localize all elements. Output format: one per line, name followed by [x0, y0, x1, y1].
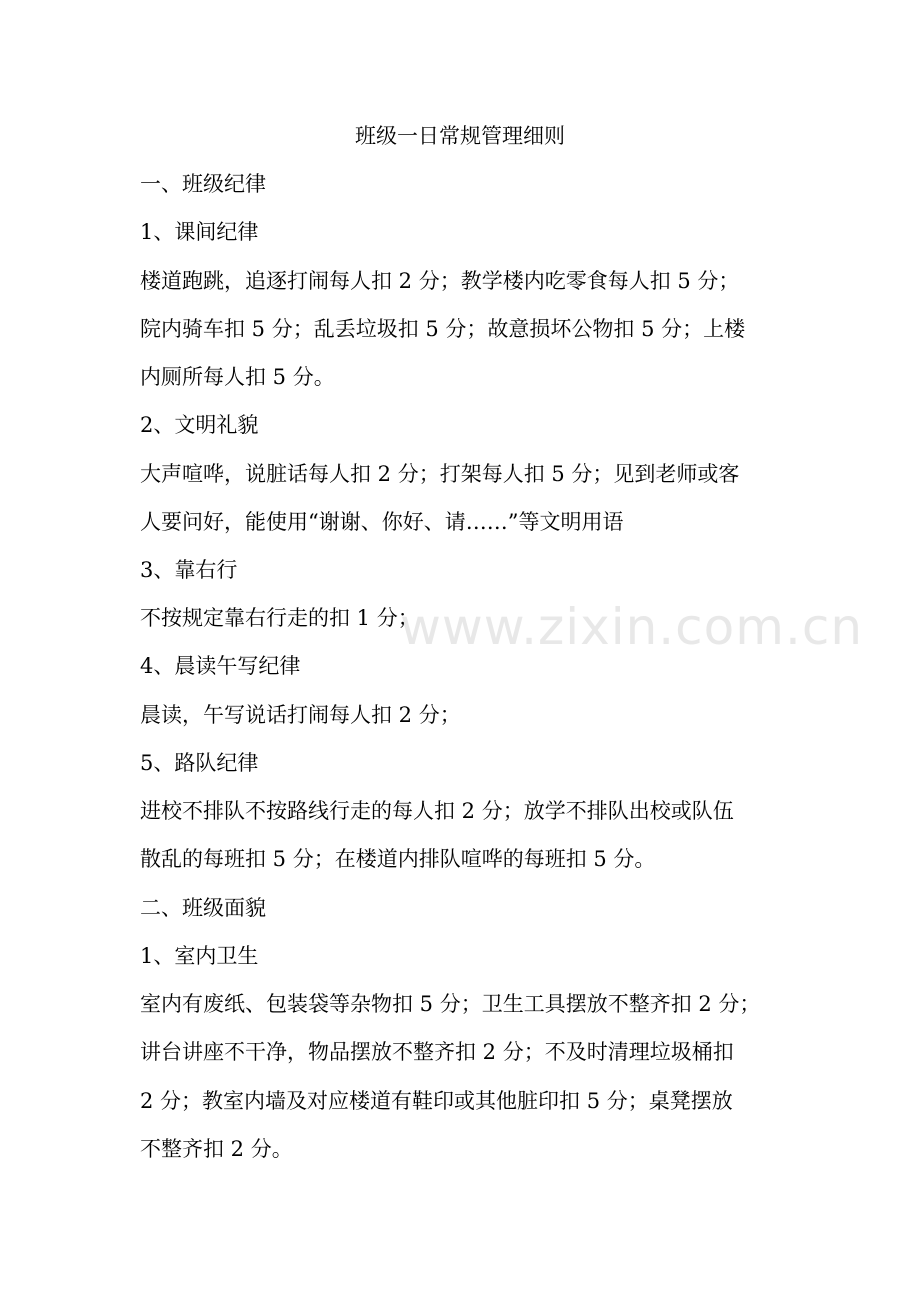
paragraph-line: 不整齐扣 2 分。: [140, 1137, 293, 1161]
paragraph-line: 内厕所每人扣 5 分。: [140, 365, 335, 389]
paragraph-line: 晨读，午写说话打闹每人扣 2 分；: [140, 703, 461, 727]
paragraph-line: 散乱的每班扣 5 分；在楼道内排队喧哗的每班扣 5 分。: [140, 847, 656, 871]
paragraph-line: 不按规定靠右行走的扣 1 分；: [140, 606, 419, 630]
paragraph-line: 人要问好，能使用“谢谢、你好、请……”等文明用语: [140, 510, 624, 534]
paragraph-line: 楼道跑跳，追逐打闹每人扣 2 分；教学楼内吃零食每人扣 5 分；: [140, 269, 740, 293]
paragraph-line: 室内有废纸、包装袋等杂物扣 5 分；卫生工具摆放不整齐扣 2 分；: [140, 992, 761, 1016]
section-heading-discipline: 一、班级纪律: [140, 172, 266, 196]
subsection-heading-indoor-hygiene: 1、室内卫生: [140, 944, 259, 968]
paragraph-line: 2 分；教室内墙及对应楼道有鞋印或其他脏印扣 5 分；桌凳摆放: [140, 1089, 733, 1113]
paragraph-line: 进校不排队不按路线行走的每人扣 2 分；放学不排队出校或队伍: [140, 799, 734, 823]
subsection-heading-courtesy: 2、文明礼貌: [140, 413, 259, 437]
subsection-heading-break-discipline: 1、课间纪律: [140, 220, 259, 244]
subsection-heading-morning-noon: 4、晨读午写纪律: [140, 654, 301, 678]
document-title: 班级一日常规管理细则: [355, 124, 565, 148]
paragraph-line: 讲台讲座不干净，物品摆放不整齐扣 2 分；不及时清理垃圾桶扣: [140, 1040, 734, 1064]
section-heading-appearance: 二、班级面貌: [140, 896, 266, 920]
paragraph-line: 院内骑车扣 5 分；乱丢垃圾扣 5 分；故意损坏公物扣 5 分；上楼: [140, 317, 746, 341]
paragraph-line: 大声喧哗，说脏话每人扣 2 分；打架每人扣 5 分；见到老师或客: [140, 462, 740, 486]
watermark: www.zixin.com.cn: [400, 598, 864, 656]
subsection-heading-keep-right: 3、靠右行: [140, 558, 238, 582]
subsection-heading-queue: 5、路队纪律: [140, 751, 259, 775]
